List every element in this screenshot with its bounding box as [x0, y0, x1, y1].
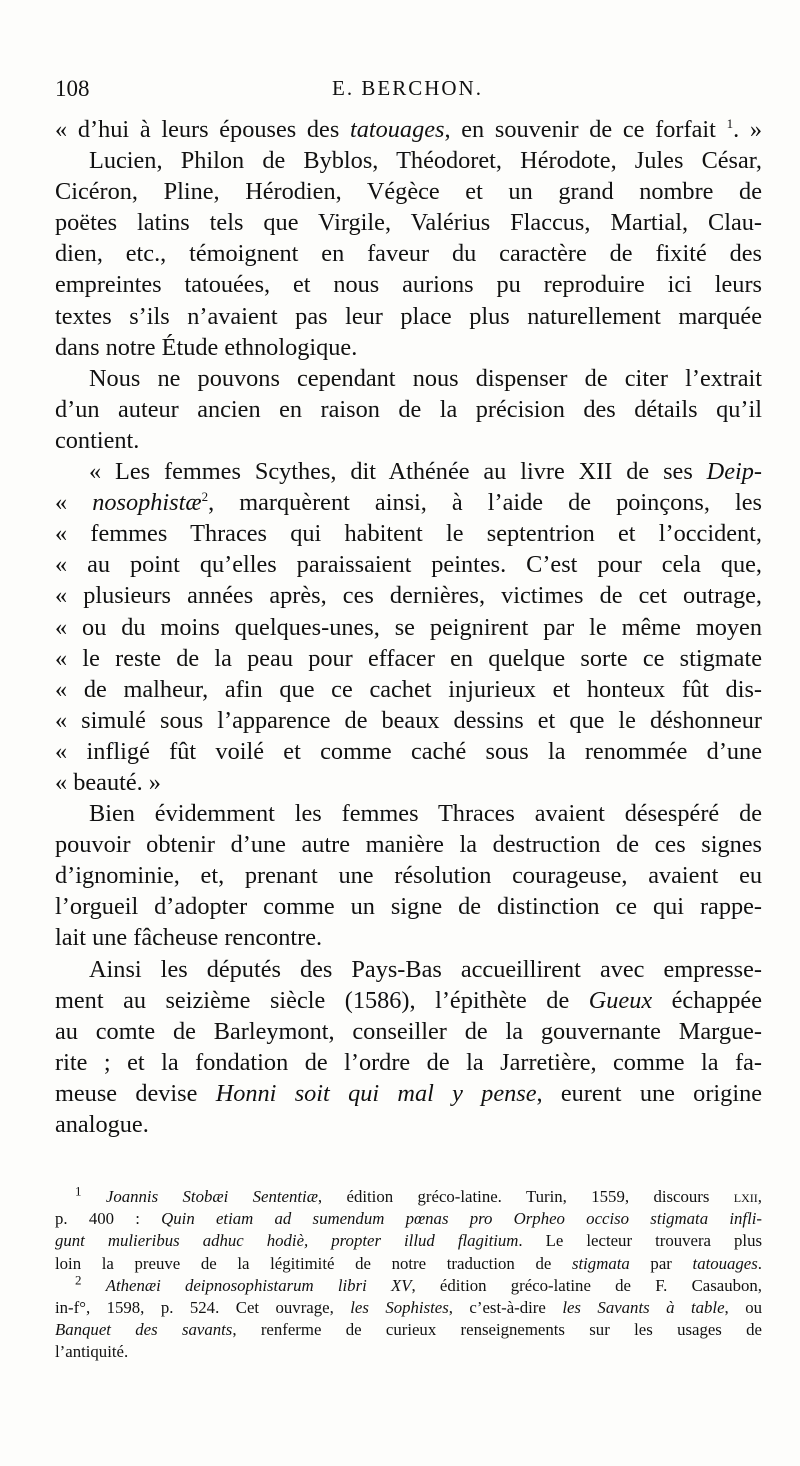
- text-line: l’orgueil d’adopter comme un signe de distinction ce qui rappe-: [55, 893, 762, 921]
- footnote-ref: 1: [726, 115, 734, 131]
- footnote-line: $^1$ Joannis Stobæi Sententiæ, édition gréco-latine. Turin, 1559, discours lxii,: [55, 1186, 762, 1208]
- quote-line: « ou du moins quelques-unes, se peignirent par le même moyen: [55, 613, 762, 641]
- text-line: poëtes latins tels que Virgile, Valérius Flaccus, Martial, Clau-: [55, 209, 762, 237]
- text-line: ment au seizième siècle (1586), l’épithète de Gueux échappée: [55, 986, 762, 1014]
- text-line: meuse devise Honni soit qui mal y pense, eurent une origine: [55, 1079, 762, 1107]
- page-header: [55, 76, 760, 110]
- footnote-line: loin la preuve de la légitimité de notre traduction de stigmata par tatouages.: [55, 1253, 762, 1273]
- page-number: 108: [55, 76, 90, 101]
- text-line: au comte de Barleymont, conseiller de la gouvernante Margue-: [55, 1017, 762, 1045]
- footnote-line: in-f°, 1598, p. 524. Cet ouvrage, les Sophistes, c’est-à-dire les Savants à table, ou: [55, 1297, 762, 1317]
- text-line: d’ignominie, et, prenant une résolution courageuse, avaient eu: [55, 862, 762, 890]
- quote-line: « nosophistæ$^2$, marquèrent ainsi, à l’aide de poinçons, les: [55, 489, 762, 517]
- text-line: lait une fâcheuse rencontre.: [55, 924, 323, 952]
- footnote-line: l’antiquité.: [55, 1342, 129, 1362]
- quote-line: « de malheur, afin que ce cachet injurieux et honteux fût dis-: [55, 675, 762, 703]
- text-line: dans notre Étude ethnologique.: [55, 333, 358, 361]
- quote-line: « femmes Thraces qui habitent le septentrion et l’occident,: [55, 520, 762, 548]
- main-text: [55, 114, 762, 1140]
- footnote-line: gunt mulieribus adhuc hodiè, propter illud flagitium. Le lecteur trouvera plus: [55, 1231, 762, 1251]
- footnote-line: p. 400 : Quin etiam ad sumendum pœnas pro Orpheo occiso stigmata infli-: [55, 1209, 762, 1229]
- text-line: « d’hui à leurs épouses des tatouages, en souvenir de ce forfait $^1$. »: [55, 115, 762, 143]
- text-line: pouvoir obtenir d’une autre manière la destruction de ces signes: [55, 831, 762, 859]
- text-line: Lucien, Philon de Byblos, Théodoret, Hérodote, Jules César,: [89, 147, 762, 175]
- footnote-marker: 2: [75, 1274, 82, 1288]
- text-line: textes s’ils n’avaient pas leur place plus naturellement marquée: [55, 302, 762, 330]
- text-line: d’un auteur ancien en raison de la précision des détails qu’il: [55, 395, 762, 423]
- text-line: rite ; et la fondation de l’ordre de la Jarretière, comme la fa-: [55, 1048, 762, 1076]
- quote-line: « Les femmes Scythes, dit Athénée au livre XII de ses Deip-: [89, 458, 762, 486]
- running-title: E. BERCHON.: [332, 76, 483, 100]
- footnotes: [55, 1186, 762, 1364]
- footnote-line: Banquet des savants, renferme de curieux renseignements sur les usages de: [55, 1320, 762, 1340]
- quote-line: « le reste de la peau pour effacer en quelque sorte ce stigmate: [55, 644, 762, 672]
- text-line: dien, etc., témoignent en faveur du caractère de fixité des: [55, 240, 762, 268]
- quote-line: « simulé sous l’apparence de beaux dessins et que le déshonneur: [55, 706, 762, 734]
- quote-line: « plusieurs années après, ces dernières, victimes de cet outrage,: [55, 582, 762, 610]
- text-line: Nous ne pouvons cependant nous dispenser de citer l’extrait: [89, 364, 762, 392]
- quote-line: « au point qu’elles paraissaient peintes. C’est pour cela que,: [55, 551, 762, 579]
- footnote-ref: 2: [201, 489, 209, 505]
- text-line: Cicéron, Pline, Hérodien, Végèce et un grand nombre de: [55, 178, 762, 206]
- quote-line: « beauté. »: [55, 768, 161, 796]
- text-line: contient.: [55, 426, 140, 454]
- text-line: analogue.: [55, 1111, 149, 1138]
- quote-line: « infligé fût voilé et comme caché sous la renommée d’une: [55, 737, 762, 765]
- text-line: empreintes tatouées, et nous aurions pu reproduire ici leurs: [55, 271, 762, 299]
- text-line: Ainsi les députés des Pays-Bas accueillirent avec empresse-: [89, 955, 762, 983]
- footnote-marker: 1: [75, 1186, 82, 1199]
- footnote-line: $^2$ Athenæi deipnosophistarum libri XV, édition gréco-latine de F. Casaubon,: [55, 1275, 762, 1297]
- text-line: Bien évidemment les femmes Thraces avaient désespéré de: [89, 800, 762, 828]
